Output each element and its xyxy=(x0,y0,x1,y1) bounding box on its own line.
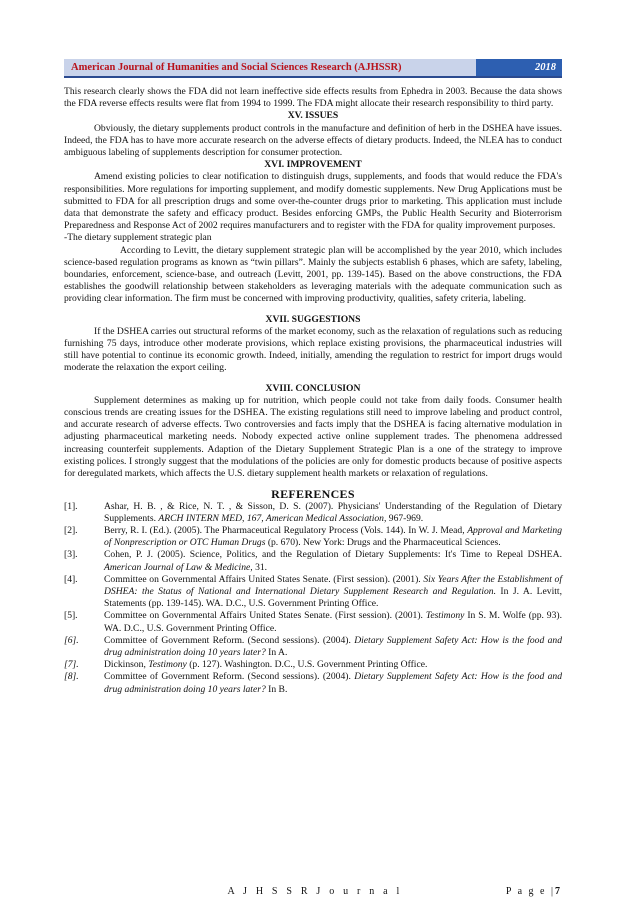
footer-journal-name: A J H S S R J o u r n a l xyxy=(227,886,403,897)
section-heading-suggestions: XVII. SUGGESTIONS xyxy=(265,313,361,325)
journal-year: 2018 xyxy=(476,59,562,76)
improvement-paragraph: Amend existing policies to clear notification to distinguish drugs, supplements, and foods that would reduce the FDA's responsibilities. More regulations for importing supplement, and modify domestic supplements. New Drug Applications must be submitted to FDA for all prescription drugs and some over-the-counter drugs prior to marketing. This application must include data that demonstrate the safety and efficacy product. Besides enforcing GMPs, the Public Health Security and Bioterrorism Preparedness and Response Act of 2002 requires manufacturers and to register with the FDA for quality improvement purposes. xyxy=(64,171,562,232)
page-number: 7 xyxy=(555,886,562,897)
reference-item xyxy=(64,549,562,573)
reference-number: [2]. xyxy=(64,524,78,536)
reference-number: [1]. xyxy=(64,500,78,512)
reference-text: Committee of Government Reform. (Second sessions). (2004). Dietary Supplement Safety Act: How is the food and drug administration doing 10 years later? In B. xyxy=(104,671,563,695)
reference-item xyxy=(64,659,562,671)
reference-text: Dickinson, Testimony (p. 127). Washington. D.C., U.S. Government Printing Office. xyxy=(104,659,428,671)
journal-title: American Journal of Humanities and Social Sciences Research (AJHSSR) xyxy=(71,62,402,73)
reference-item xyxy=(64,501,562,525)
page-body xyxy=(64,86,562,696)
reference-number: [4]. xyxy=(64,573,78,585)
reference-number: [3]. xyxy=(64,549,78,561)
reference-text: Cohen, P. J. (2005). Science, Politics, and the Regulation of Dietary Supplements: It's Time to Repeal DSHEA. American Journal of Law & Medicine, 31. xyxy=(104,549,562,573)
reference-item xyxy=(64,671,562,695)
reference-item xyxy=(64,635,562,659)
footer-page-label: P a g e |7 xyxy=(505,886,562,897)
reference-text: Ashar, H. B. , & Rice, N. T. , & Sisson, D. S. (2007). Physicians' Understanding of the Regulation of Dietary Supplements. ARCH INTERN MED, 167, American Medical Association, 967-969. xyxy=(104,500,562,524)
reference-number: [5]. xyxy=(64,610,78,622)
reference-number: [7]. xyxy=(64,659,79,671)
journal-header xyxy=(64,59,562,78)
reference-text: Berry, R. I. (Ed.). (2005). The Pharmaceutical Regulatory Process (Vols. 144). In W. J. Mead, Approval and Marketing of Nonprescription or OTC Human Drugs (p. 670). New York: Drugs and the Pharmaceutical Sciences. xyxy=(104,524,562,549)
reference-item xyxy=(64,525,562,549)
reference-item xyxy=(64,610,562,634)
suggestions-paragraph: If the DSHEA carries out structural reforms of the market economy, such as the relaxation of regulations such as reducing furnishing 75 days, introduce other moderate provisions, which replace existing provisions, the pharmaceutical industries will still have potential to continue its economic growth. Indeed, initially, amending the regulation to restrict for import drugs would moderate the relaxation the export ceiling. xyxy=(64,325,562,374)
strategic-plan-paragraph: According to Levitt, the dietary supplement strategic plan will be accomplished by the year 2010, which includes science-based regulation programs as known as “twin pillars”. Mainly the subjects establish 6 phases, which are safety, labeling, boundaries, enforcement, science-base, and outreach (Levitt, 2001, pp. 139-145). Based on the above constructions, the FDA establishes the goodwill relationship between stakeholders as leveraging materials with the adequate communication such as providing clear information. The firm must be concerned with improving productivity, qualities, safety criteria, labeling. xyxy=(64,244,562,305)
reference-text: Committee on Governmental Affairs United States Senate. (First session). (2001). Six Years After the Establishment of DSHEA: the Status of National and International Dietary Supplement Research and Regulation. In J. A. Levitt, Statements (pp. 139-145). WA. D.C., U.S. Government Printing Office. xyxy=(104,573,562,610)
section-heading-improvement: XVI. IMPROVEMENT xyxy=(264,159,362,171)
reference-number: [8]. xyxy=(64,671,79,683)
intro-paragraph: This research clearly shows the FDA did not learn ineffective side effects results from Ephedra in 2003. Because the data shows the FDA reverse effects results were flat from 1994 to 1999. The FDA might allocate their research responsibility to third party. xyxy=(64,86,562,110)
strategic-plan-label: -The dietary supplement strategic plan xyxy=(64,232,212,244)
reference-text: Committee on Governmental Affairs United States Senate. (First session). (2001). Testimony In S. M. Wolfe (pp. 93). WA. D.C., U.S. Government Printing Office. xyxy=(104,610,562,634)
section-heading-conclusion: XVIII. CONCLUSION xyxy=(265,382,361,394)
conclusion-paragraph: Supplement determines as making up for nutrition, which people could not take from daily foods. Consumer health conscious trends are creating issues for the DSHEA. The existing regulations still need to improve labeling and product control, and accurate research of adverse effects. Two controversies and facts imply that the DSHEA is facing alternative modulation in adjusting pharmaceutical marketing needs. Nobody expected active online supplement trades. The phenomena addressed increasing counterfeit supplements. Adaption of the Dietary Supplement Strategic Plan is a one of the strategy to improve existing polices. I strongly suggest that the modulations of the policies are only for domestic products because of positive aspects for deregulated markets, which affects the U.S. dietary supplement health markets or relaxation of regulations. xyxy=(64,394,562,480)
section-heading-issues: XV. ISSUES xyxy=(287,110,339,122)
references-heading: REFERENCES xyxy=(271,487,355,502)
reference-number: [6]. xyxy=(64,634,79,646)
reference-item xyxy=(64,574,562,611)
reference-text: Committee of Government Reform. (Second sessions). (2004). Dietary Supplement Safety Act: How is the food and drug administration doing 10 years later? In A. xyxy=(104,634,563,658)
issues-paragraph: Obviously, the dietary supplements product controls in the manufacture and definition of herb in the DSHEA have issues. Indeed, the FDA has to have more accurate research on the adverse effects of dietary products. Indeed, the NLEA has to conduct ambiguous labeling of supplements description for consumer protection. xyxy=(64,122,562,159)
page-footer xyxy=(64,886,562,897)
